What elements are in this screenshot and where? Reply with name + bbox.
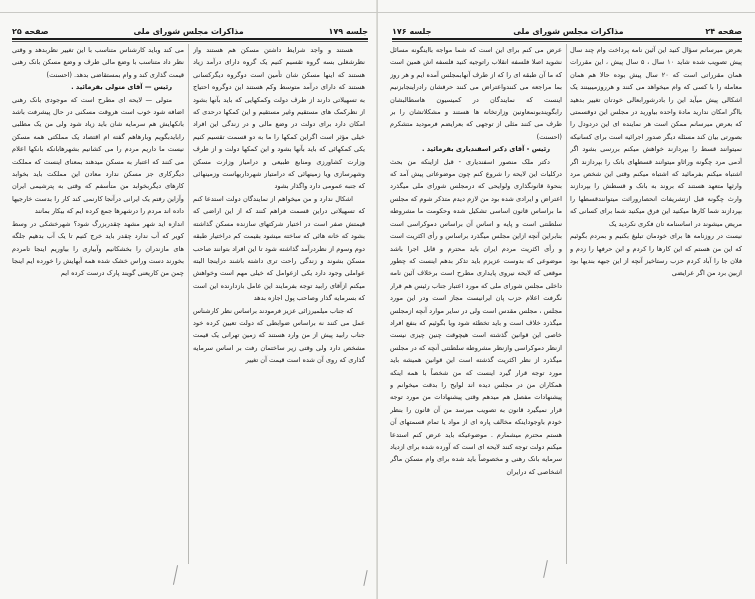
- paragraph: عرض می کنم برای این است که شما مواجه بااینگونه مسائل نشوید اصلا فلسفه انقلاب راتوجیه کنید فلسفه اش همین است که ما آن طبقه ای را که از طرف آنهابمجلس آمده ایم و هر روز بما مراجعه می کنندواعتراض می کنند حرفشان رادراینجابزنیم اینست که نمایندگان در کمیسیون هاسطالبشان رابگویندبونمعاونین وزارتخانه ها هستند و مشکلاتشان را بر طرف می کنند مثلی از توجهی که بعرایضم فرمودید متشکرم (احسنت): [390, 46, 562, 141]
- page-header: [392, 24, 742, 38]
- text-column-right: [193, 44, 365, 524]
- text-column-left: [12, 44, 184, 544]
- scan-artifact: [0, 12, 755, 13]
- page-24: [378, 0, 755, 599]
- paragraph: اشکال ندارد و من میخواهم از نمایندگان دولت استدعا کنم که تسهیلاتی دراین قسمت فراهم کنند که از این اراضی که قیمتش صفر است در اختیار شرکتهای سازنده مسکن گذاشته بشود که خانه هائی که ساخته میشود بقیمت کم دراختیار طبقه دوم وسوم از نظردرآمد گذاشته شود تا این افراد بتوانند صاحب مسکن بشوند و زندگی راحت تری داشته باشند دراینجا البته عواملی وجود دارد یکی ازعوامل که خیلی مهم است وخواهش میکنم ازآقای رابید توجه بفرمایند این عامل بازدارنده این است که بسرمایه گذار وصاحب پول اجازه بدهد: [193, 194, 365, 303]
- header-rule-thin: [12, 41, 368, 42]
- column-divider: [566, 44, 567, 564]
- column-divider: [188, 44, 189, 564]
- paragraph: می کند وباید کارشناس متناسب با این تغییر نظربدهد و وقتی نظر داد متناسب با وضع مالی طرف و وضع مسکن بانک رهنی قیمت گذاری کند و وام بمستقاضی بدهد. (احسنت): [12, 46, 184, 79]
- header-rule: [392, 38, 742, 40]
- page-number: صفحه ۲۴: [705, 26, 742, 36]
- page-number: صفحه ۲۵: [12, 26, 49, 36]
- paragraph: اندازه اید شهر مشهد چقدربزرگ شود؟ شهرخشکی در وسط کویر که آب ندارد چقدر باید خرج کنیم تا یک آب بدهیم جلگه های مازندران را بخشکانیم وآبیاری را بیاوریم اینجا تامردم بخورند دست وراس خشک شده همه آبهایش را خورده ایم اینجا چمن من کاریعنی گویند پارک درست کرده ایم: [12, 219, 184, 278]
- paragraph: که جناب میلمیرزائی عزیز فرمودند براساس نظر کارشناس عمل می کنند نه براساس ضوابطی که دولت تعیین کرده خود جناب رابید پیش از من وارد هستند که زمین تهرانی یک قیمت مشخص دارد ولی وقتی زیر ساختمان رفت بر اساس سرمایه گذاری که روی آن شده است قیمت آن تغییر: [193, 306, 365, 365]
- page-header: [12, 24, 368, 38]
- text-column-right: [570, 44, 742, 564]
- speaker-paragraph: دکتر ملک منصور اسفندیاری - قبل ازاینکه من بحث درکلیات این لایحه را شروع کنم چون موضوعاتی پیش آمد که بنحوة قانونگذاری ولوایحی که درمجلس شورای ملی میگذرد اعتراض و ایرادی شده بود من لازم دیدم متذکر شوم که مجلس ما براساس قانون اساسی تشکیل شده وحکومت ما مشروطه سلطنتی است و پایه و اساس آن براساس دموکراسی است بنابراین آنچه ازاین مجلس میگذرد براساس و رأی اکثریت است و رأی اکثریت مردم ایران باید محترم و قابل اجرا باشد موضوعی که بدوست عزیزم باید تذکر بدهم اینست که چطور موقعی که لایحه نیروی پایداری مطرح است برخلاف آئین نامه داخلی مجلس شورای ملی که مورد اعتبار جناب رئیس هم قرار نگرفت اعلام حزب پان ایرانیست مجاز است ودر این مورد مجلس ، مجلس مقدس است ولی در سایر موارد آنچه ازمجلس میگذرد خلاف است و باید تخطئه شود ویا بگوئیم که بنفع افراد خاصی این قوانین گذشته است هیچوقت چنین چیزی نیست ازنظر دموکراسی وازنظر مشروطه سلطنتی آنچه که در مجلس میگذرد از نظر اکثریت گذشته است این قوانین همیشه باید مورد توجه قرار گیرد اینست که من شخصاً با همه اینکه همکاران من در مجلس دیده اند لوایح را بدقت میخوانم و پیشنهادات مفصل هم میدهم وقتی پیشنهادات من مورد توجه قرار نمیگیرد قانون به تصویب میرسد من آن قانون را بنظر خودم باوجوداینکه مخالف پاره ای از مواد یا تمام قسمتهای آن هستم محترم میشمارم . موضوعیکه باید عرض کنم استدعا میکنم دولت توجه کنند لایحه ای است که آورده شده برای ازدیاد سرمایه بانک رهنی و مخصوصاً باید شده برای وام مسکن ماگر اشخاصی که درایران: [390, 157, 562, 476]
- paragraph: هستند و واجد شرایط داشتن مسکن هم هستند واز نظرشغلی بسه گروه تقسیم کنیم یک گروه دارای درآمد زیاد هستند که اینها مسکن شان تأمین است دوگروه دیگرکسانی هستند که دارای درآمد متوسط وکم هستند این دوگروه احتیاج به تسهیلاتی دارند از طرف دولت وکمکهایی که باید بآنها بشود از نظرکمک های مستقیم وغیر مستقیم و این کمکها درحدی که امکان دارد برای دولت در وضع مالی و در زندگی این افراد خیلی مؤثر است اگراین کمکها را ما به دو قسمت تقسیم کنیم یکی کمکهائی که باید بآنها بشود و این کمکها دولت و از طرف وزارت کشاورزی ومنابع طبیعی و درامیاز وزارت مسکن وشهرسازی ویا زمینهائی که درامتیاز شهرداریهاست وزمینهائی که جنبه عمومی دارد واگذار بشود: [193, 46, 365, 191]
- speaker-line: رئیس — آقای متولی بفرمائید .: [71, 83, 172, 92]
- header-rule: [12, 38, 368, 40]
- session-number: جلسه ۱۷۶: [392, 26, 432, 36]
- header-rule-thin: [392, 41, 742, 42]
- paragraph: بعرض میرسانم سؤال کنید این آئین نامه پرداخت وام چند سال پیش تصویب شده شاید ۱۰ سال ، ۵ سال پیش ، این مقررات همان مقرراتی است که ۲۰ سال پیش بوده حالا هم همان معامله را با کسی که وام میخواهد می کنند و هرروزمیبینند یک اشکالی پیش میآید این را بادرشورابعالی خودتان تغییر بدهید بااگر امکان ندارید مادة واحده بیاورید در مجلس این دوقسمتی که بعرض میرسانم ممکن است هر نماینده ای این دردودل را بصورتی بیان کند مسئله دیگر صدور اجرائیه است برای کسانیکه نمیتوانند قسط را بپردازند خواهش میکنم بررسی بشود اگر آدمی مرد چگونه وراثاو میتوانند قسطهای بانک را بپردازند اگر اشتباه میکنم بفرمائید که اشتباه میکنم وقتی این شخص مرد وارثها متعهد هستند که بروند به بانک و قسطش را بپردازند وارث چگونه قبل ازتشریفات انحصاروراثت میتوانندقسطها را بپردازند شما کارها میکنید این فرق میکنید شما برای کسانی که مریض میشوند در اساسنامه تان فکری نکردید یک: [570, 46, 742, 228]
- text-column-left: [390, 44, 562, 564]
- publication-title: مذاکرات مجلس شورای ملی: [133, 26, 244, 36]
- publication-title: مذاکرات مجلس شورای ملی: [513, 26, 624, 36]
- speaker-line: رئیس - آقای دکتر اسفندیاری بفرمائید .: [421, 145, 550, 154]
- speaker-paragraph: متولی — لایحه ای مطرح است که موجودی بانک رهنی اضافه شود خوب است هروقت مسکنی در حال پیشرفت باشد بانکهایش هم سرمایه شان باید زیاد شود ولی من یک مطلبی رابایدبگویم وبارهاهم گفته ام اقتصاد یک مملکتی همه مسکن نیست ما داریم مردم را می کشانیم بشهرهابانکه بانکها اعلام می کنند که اعتبار به مسکن میدهند بمعنای اینست که مملکت دیگرکاری جز مسکن ندارد معادن این مملکت باید بخوابد کارهای دیگربخوابد من متأسفم که وقتی به پترشیمی ایران وآزاین رفتم یک ایرانی درآنجا کارنمی کند کار را بدست خارجیها داده اند مردم را درشهرها جمع کرده ایم که بیکار بمانند: [12, 95, 184, 216]
- session-number: جلسه ۱۷۹: [328, 26, 368, 36]
- paragraph: نیست در روزنامه ها برای خودمان تبلیغ بکنیم و بمردم بگوئیم که این من هستم که این کارها را کردم و این حرفها را زدم و فلان جا را آباد کردم حزب رستاخیز آنچه از این جبهه بندیها بود ازبین برد من اگر عرایضی: [570, 232, 742, 278]
